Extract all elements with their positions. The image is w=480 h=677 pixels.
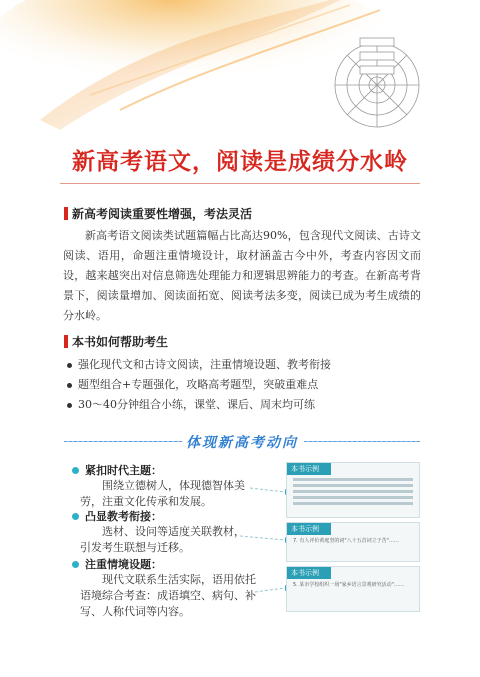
card-label: 本书示例: [287, 567, 331, 579]
feature-title-text: 凸显教考衔接：: [85, 510, 162, 523]
sample-card: [286, 566, 420, 612]
trend-banner: [64, 432, 420, 452]
feature-dot-icon: [72, 561, 79, 568]
bullet-icon: [67, 363, 72, 368]
title-divider: [60, 183, 420, 184]
header-decoration: [0, 0, 480, 150]
card-line: [293, 478, 413, 481]
card-line: [293, 484, 413, 487]
help-list: [67, 355, 427, 415]
feature-title-text: 注重情境设题：: [85, 558, 162, 571]
section-heading-text: 本书如何帮助考生: [72, 335, 169, 349]
section-heading-help: [64, 333, 168, 350]
feature-title: [72, 462, 162, 478]
feature-body: 现代文联系生活实际，语用依托语境综合考查：成语填空、病句、补写、人称代词等内容。: [80, 573, 256, 618]
bullet-icon: [67, 403, 72, 408]
sample-card: [286, 462, 420, 518]
card-line: [293, 502, 413, 505]
page-title: 新高考语文，阅读是成绩分水岭: [72, 148, 408, 175]
list-item-text: 题型组合+专题强化，攻略高考题型，突破重难点: [78, 378, 319, 391]
list-item: [67, 355, 427, 375]
banner-text: 体现新高考动向: [186, 435, 298, 451]
card-line: [293, 496, 413, 499]
feature-body: 选材、设问等适度关联教材，引发考生联想与迁移。: [80, 525, 245, 554]
card-text: 7. 有人评价黄庭坚的词"八十五首词立于苦"……: [293, 538, 399, 544]
section-paragraph: 新高考语文阅读类试题篇幅占比高达90%，包含现代文阅读、古诗文阅读、语用，命题注重情境设计，取材涵盖古今中外，考查内容因文而设，越来越突出对信息筛选处理能力和逻辑思辨能力的考查。在新高考背景下，阅读量增加、阅读面拓宽、阅读考法多变，阅读已成为考生成绩的分水岭。: [63, 229, 421, 322]
section-heading-reading: [64, 205, 252, 222]
card-label: 本书示例: [287, 463, 331, 475]
feature-title-text: 紧扣时代主题：: [85, 464, 162, 477]
card-line: [293, 490, 413, 493]
card-text: 5. 某市学校组织一场"家乡语言景观研究活动"……: [293, 582, 404, 588]
list-item-text: 30～40分钟组合小练，课堂、课后、周末均可练: [78, 398, 315, 411]
feature-title: [72, 556, 162, 572]
list-item: [67, 395, 427, 415]
section-heading-text: 新高考阅读重要性增强，考法灵活: [72, 207, 253, 221]
heading-bar: [64, 335, 68, 348]
feature-dot-icon: [72, 467, 79, 474]
bullet-icon: [67, 383, 72, 388]
feature-title: [72, 508, 162, 524]
card-label: 本书示例: [287, 523, 331, 535]
sample-card: [286, 522, 420, 562]
feature-body: 围绕立德树人，体现德智体美劳，注重文化传承和发展。: [80, 479, 245, 508]
list-item-text: 强化现代文和古诗文阅读，注重情境设题、教考衔接: [78, 358, 331, 371]
feature-dot-icon: [72, 513, 79, 520]
heading-bar: [64, 207, 68, 220]
list-item: [67, 375, 427, 395]
